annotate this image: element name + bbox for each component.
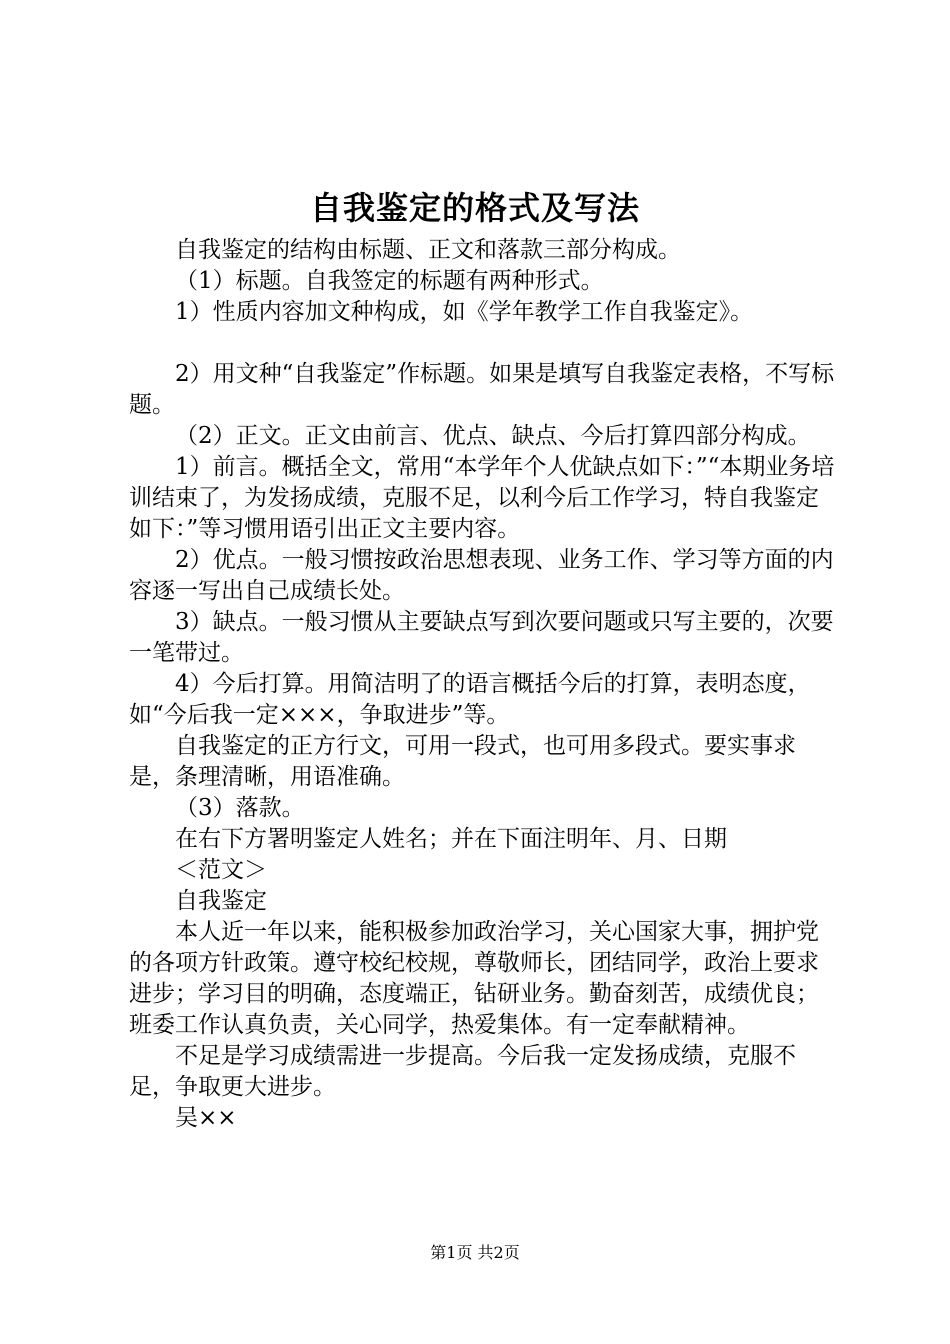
paragraph-title-form-2: 2）用文种“自我鉴定”作标题。如果是填写自我鉴定表格，不写标题。 xyxy=(129,361,835,418)
blank-line xyxy=(129,328,841,359)
paragraph-signature-rule: 在右下方署明鉴定人姓名；并在下面注明年、月、日期 xyxy=(175,826,727,852)
document-title: 自我鉴定的格式及写法 xyxy=(309,189,640,227)
paragraph-sample-heading: ＜范文＞ xyxy=(175,857,267,883)
document-body xyxy=(129,235,841,1134)
paragraph-sample-signature: 吴×× xyxy=(175,1105,237,1131)
paragraph-sample-body: 本人近一年以来，能积极参加政治学习，关心国家大事，拥护党的各项方针政策。遵守校纪校规，尊敬师长，团结同学，政治上要求进步；学习目的明确，态度端正，钻研业务。勤奋刻苦，成绩优良；班委工作认真负责，关心同学，热爱集体。有一定奉献精神。 xyxy=(129,919,819,1038)
paragraph-strengths: 2）优点。一般习惯按政治思想表现、业务工作、学习等方面的内容逐一写出自己成绩长处。 xyxy=(129,547,834,604)
paragraph-title-section: （1）标题。自我签定的标题有两种形式。 xyxy=(175,268,604,294)
paragraph-preface: 1）前言。概括全文，常用“本学年个人优缺点如下：”“本期业务培训结束了，为发扬成绩，克服不足，以利今后工作学习，特自我鉴定如下：”等习惯用语引出正文主要内容。 xyxy=(129,454,835,542)
paragraph-body-section: （2）正文。正文由前言、优点、缺点、今后打算四部分构成。 xyxy=(175,423,811,449)
paragraph-title-form-1: 1）性质内容加文种构成，如《学年教学工作自我鉴定》。 xyxy=(175,299,754,325)
paragraph-sample-title: 自我鉴定 xyxy=(175,888,267,914)
page-footer: 第1页 共2页 xyxy=(430,1243,520,1262)
paragraph-signature-section: （3）落款。 xyxy=(175,795,305,821)
paragraph-structure: 自我鉴定的结构由标题、正文和落款三部分构成。 xyxy=(175,237,681,263)
paragraph-writing-style: 自我鉴定的正方行文，可用一段式，也可用多段式。要实事求是，条理清晰，用语准确。 xyxy=(129,733,796,790)
paragraph-sample-shortcomings: 不足是学习成绩需进一步提高。今后我一定发扬成绩，克服不足，争取更大进步。 xyxy=(129,1043,796,1100)
paragraph-future-plans: 4）今后打算。用简洁明了的语言概括今后的打算，表明态度，如“今后我一定×××，争取进步”等。 xyxy=(129,671,811,728)
paragraph-weaknesses: 3）缺点。一般习惯从主要缺点写到次要问题或只写主要的，次要一笔带过。 xyxy=(129,609,834,666)
